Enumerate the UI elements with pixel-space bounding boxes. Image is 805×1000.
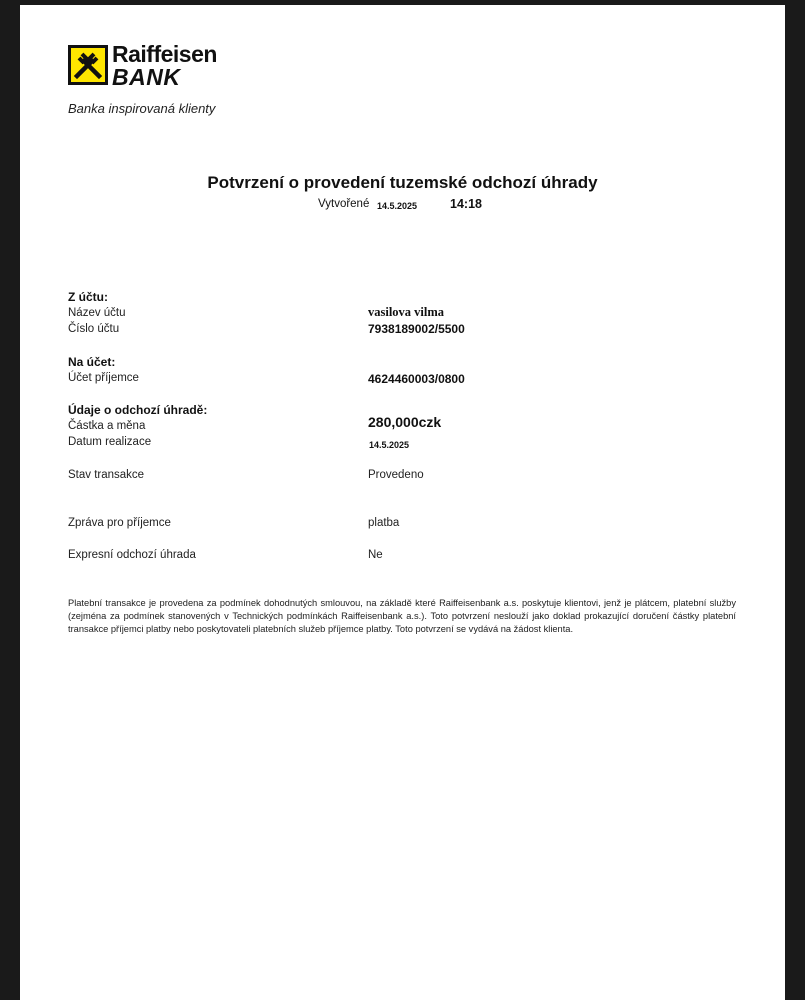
recipient-account-label: Účet příjemce bbox=[68, 372, 139, 384]
execution-date-value: 14.5.2025 bbox=[369, 440, 410, 450]
legal-disclaimer: Platební transakce je provedena za podmínek dohodnutých smlouvou, na základě které Raiffeisenbank a.s. poskytuje klientovi, jenž je plátcem, platební služby (zejména za podmínek stanovených v Technických podmínkách Raiffeisenbank a.s.). Toto potvrzení neslouží jako doklad prokazující doručení částky platební transakce příjemci platby nebo poskytovateli platebních služeb příjemce platby. Toto potvrzení se vydává na žádost klienta. bbox=[68, 598, 736, 634]
account-name-value: vasilova vilma bbox=[368, 305, 445, 319]
express-label: Expresní odchozí úhrada bbox=[68, 549, 196, 561]
express-value: Ne bbox=[368, 549, 383, 561]
document-page bbox=[20, 5, 785, 1000]
account-number-label: Číslo účtu bbox=[68, 323, 120, 335]
raiffeisen-logo-icon bbox=[68, 45, 108, 85]
created-date: 14.5.2025 bbox=[377, 201, 418, 211]
to-account-heading: Na účet: bbox=[68, 355, 116, 369]
brand-name: Raiffeisen bbox=[112, 41, 217, 67]
message-value: platba bbox=[368, 517, 400, 529]
execution-date-label: Datum realizace bbox=[68, 436, 152, 448]
message-label: Zpráva pro příjemce bbox=[68, 517, 171, 529]
document-title: Potvrzení o provedení tuzemské odchozí úhrady bbox=[207, 173, 598, 192]
created-label: Vytvořené bbox=[318, 198, 370, 210]
status-value: Provedeno bbox=[368, 469, 424, 481]
tagline: Banka inspirovaná klienty bbox=[68, 101, 216, 116]
amount-label: Částka a měna bbox=[68, 420, 146, 432]
account-number-value: 7938189002/5500 bbox=[368, 322, 465, 336]
status-label: Stav transakce bbox=[68, 469, 145, 481]
amount-value: 280,000czk bbox=[368, 414, 442, 430]
brand-bank: BANK bbox=[112, 64, 181, 90]
recipient-account-value: 4624460003/0800 bbox=[368, 372, 465, 386]
payment-details-heading: Údaje o odchozí úhradě: bbox=[68, 403, 208, 417]
created-time: 14:18 bbox=[450, 197, 482, 211]
from-account-heading: Z účtu: bbox=[68, 290, 108, 304]
account-name-label: Název účtu bbox=[68, 307, 126, 319]
